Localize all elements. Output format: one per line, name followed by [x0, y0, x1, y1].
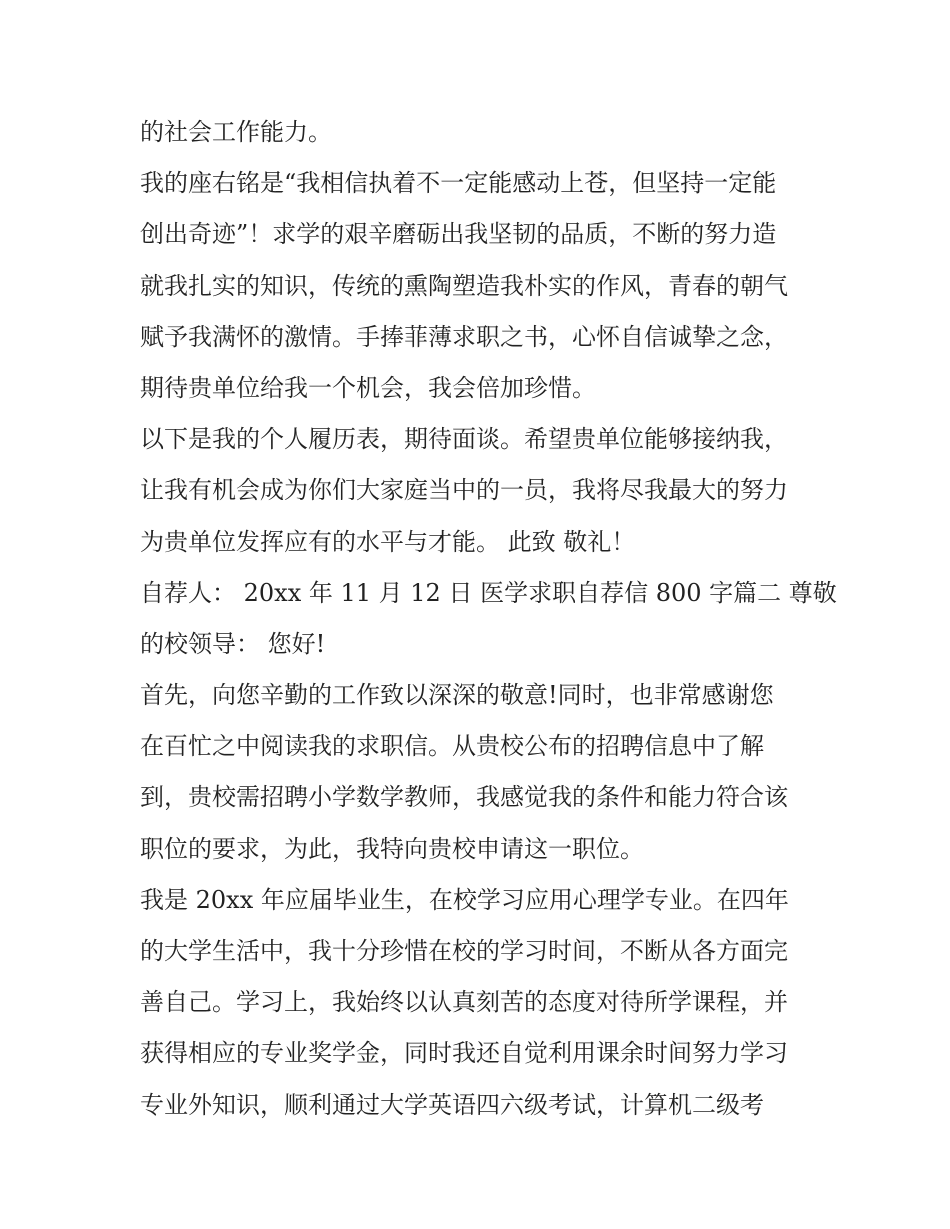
- text-line: 的社会工作能力。: [140, 118, 332, 146]
- text-line: 自荐人： 20xx 年 11 月 12 日 医学求职自荐信 800 字篇二 尊敬: [140, 578, 837, 607]
- text-line: 赋予我满怀的激情。手捧菲薄求职之书，心怀自信诚挚之念，: [140, 322, 788, 351]
- text-line: 到，贵校需招聘小学数学教师，我感觉我的条件和能力符合该: [140, 783, 788, 812]
- text-line: 期待贵单位给我一个机会，我会倍加珍惜。: [140, 373, 596, 402]
- letter-body: [140, 107, 837, 1131]
- text-line: 创出奇迹”！求学的艰辛磨砺出我坚韧的品质，不断的努力造: [140, 220, 777, 249]
- text-line: 在百忙之中阅读我的求职信。从贵校公布的招聘信息中了解: [140, 732, 764, 761]
- text-line: 的校领导： 您好!: [140, 629, 326, 658]
- text-line: 职位的要求，为此，我特向贵校申请这一职位。: [140, 834, 644, 863]
- text-line: 的大学生活中，我十分珍惜在校的学习时间，不断从各方面完: [140, 937, 788, 965]
- text-line: 为贵单位发挥应有的水平与才能。 此致 敬礼！: [140, 527, 636, 556]
- text-line: 首先，向您辛勤的工作致以深深的敬意!同时，也非常感谢您: [140, 681, 774, 710]
- text-line: 获得相应的专业奖学金，同时我还自觉利用课余时间努力学习: [140, 1039, 788, 1068]
- text-line: 我的座右铭是“我相信执着不一定能感动上苍，但坚持一定能: [140, 169, 777, 198]
- text-line: 善自己。学习上，我始终以认真刻苦的态度对待所学课程，并: [140, 988, 788, 1017]
- text-line: 就我扎实的知识，传统的熏陶塑造我朴实的作风，青春的朝气: [140, 271, 788, 300]
- text-line: 我是 20xx 年应届毕业生，在校学习应用心理学专业。在四年: [140, 885, 789, 914]
- text-line: 专业外知识，顺利通过大学英语四六级考试，计算机二级考: [140, 1090, 764, 1119]
- text-line: 让我有机会成为你们大家庭当中的一员，我将尽我最大的努力: [140, 476, 788, 505]
- text-line: 以下是我的个人履历表，期待面谈。希望贵单位能够接纳我，: [140, 425, 788, 454]
